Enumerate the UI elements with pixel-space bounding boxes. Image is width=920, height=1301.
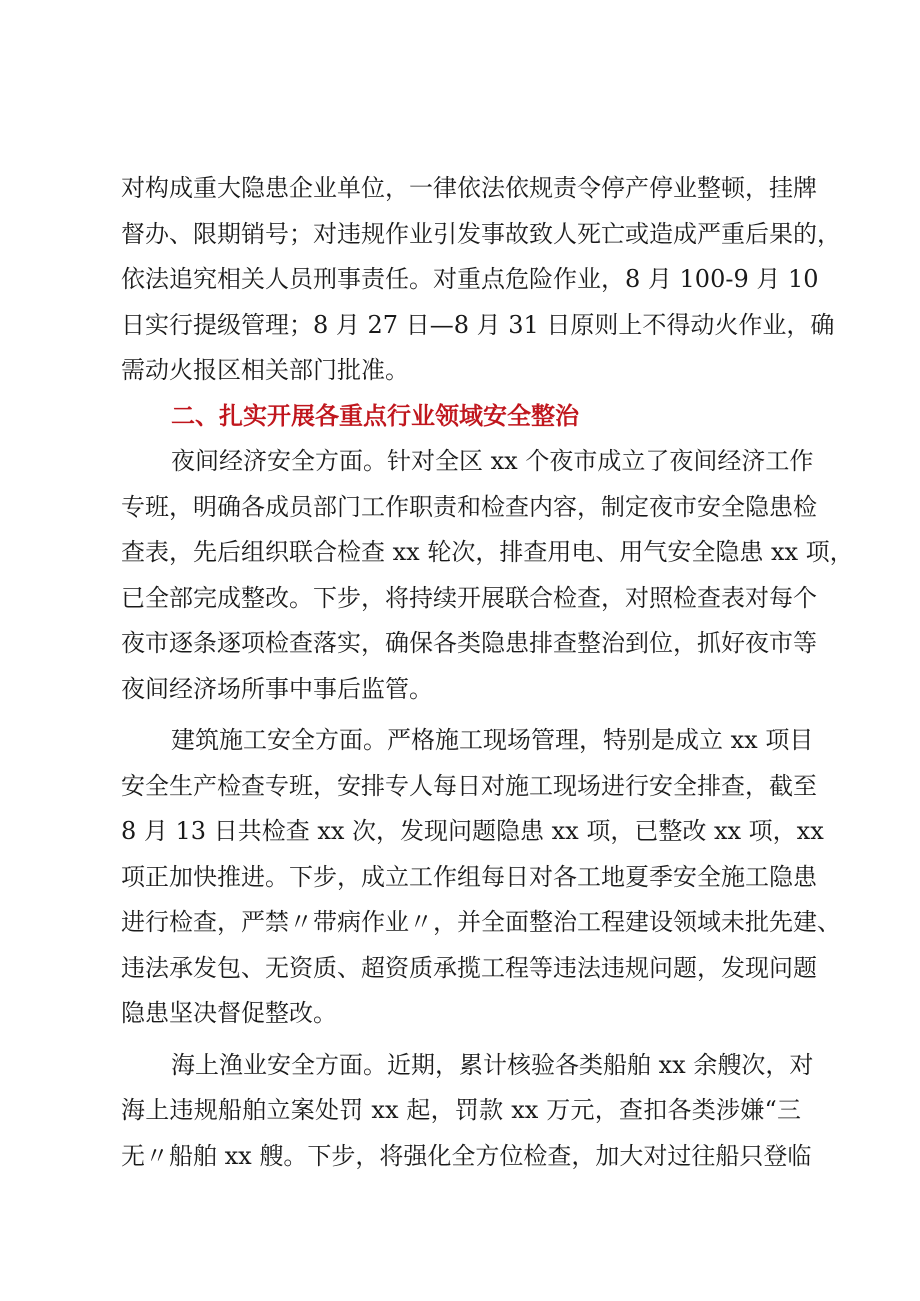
text-line: 进行检查，严禁〃带病作业〃，并全面整治工程建设领域未批先建、 (121, 908, 841, 936)
text-line: 无〃船舶 xx 艘。下步，将强化全方位检查，加大对过往船只登临 (121, 1141, 812, 1170)
construction-paragraph (121, 718, 841, 1037)
intro-paragraph (121, 166, 841, 394)
text-line: 违法承发包、无资质、超资质承揽工程等违法违规问题，发现问题 (121, 953, 817, 982)
text-line: 海上渔业安全方面。近期，累计核验各类船舶 xx 余艘次，对 (171, 1050, 814, 1079)
text-line: 项正加快推进。下步，成立工作组每日对各工地夏季安全施工隐患 (121, 862, 817, 891)
text-line: 对构成重大隐患企业单位，一律依法依规责令停产停业整顿，挂牌 (121, 174, 817, 202)
text-line: 海上违规船舶立案处罚 xx 起，罚款 xx 万元，查扣各类涉嫌“三 (121, 1096, 801, 1124)
text-line: 督办、限期销号；对违规作业引发事故致人死亡或造成严重后果的， (121, 219, 841, 248)
text-line: 夜间经济场所事中事后监管。 (121, 674, 433, 703)
night-economy-paragraph (121, 439, 854, 712)
text-line: 建筑施工安全方面。严格施工现场管理，特别是成立 xx 项目 (171, 726, 814, 754)
text-line: 安全生产检查专班，安排专人每日对施工现场进行安全排查，截至 (121, 771, 817, 800)
text-line: 隐患坚决督促整改。 (121, 999, 337, 1027)
text-line: 查表，先后组织联合检查 xx 轮次，排查用电、用气安全隐患 xx 项， (121, 538, 854, 566)
text-line: 日实行提级管理；8 月 27 日—8 月 31 日原则上不得动火作业，确 (121, 310, 835, 339)
text-line: 8 月 13 日共检查 xx 次，发现问题隐患 xx 项，已整改 xx 项，xx (121, 817, 824, 845)
document-body (121, 166, 854, 1179)
text-line: 需动火报区相关部门批准。 (121, 356, 409, 384)
marine-fishery-paragraph (121, 1043, 814, 1180)
text-line: 依法追究相关人员刑事责任。对重点危险作业，8 月 100-9 月 10 (121, 265, 819, 293)
text-line: 夜间经济安全方面。针对全区 xx 个夜市成立了夜间经济工作 (171, 447, 814, 475)
text-line: 专班，明确各成员部门工作职责和检查内容，制定夜市安全隐患检 (121, 492, 817, 521)
section-heading: 二、扎实开展各重点行业领域安全整治 (171, 401, 579, 430)
text-line: 夜市逐条逐项检查落实，确保各类隐患排查整治到位，抓好夜市等 (121, 629, 817, 657)
text-line: 已全部完成整改。下步，将持续开展联合检查，对照检查表对每个 (121, 583, 817, 612)
